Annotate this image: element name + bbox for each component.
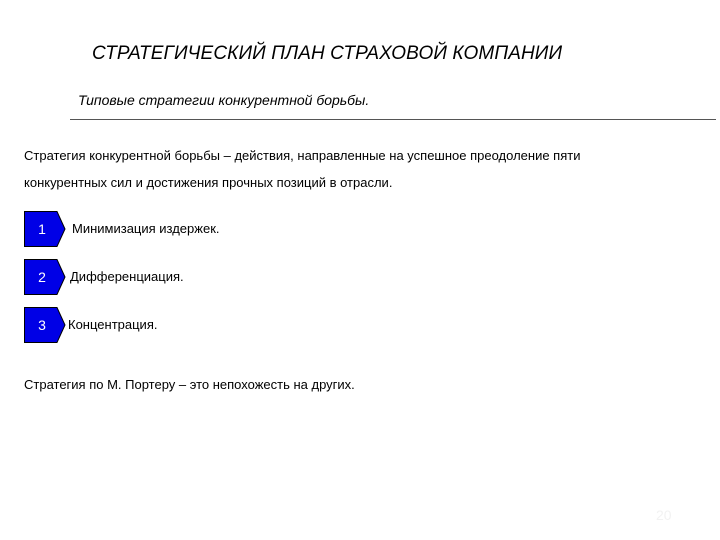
slide-subtitle: Типовые стратегии конкурентной борьбы.: [78, 92, 370, 108]
definition-line-1: Стратегия конкурентной борьбы – действия, направленные на успешное преодоление пяти: [24, 148, 581, 163]
badge-number-1: 1: [38, 221, 46, 237]
page-number: 20: [656, 507, 672, 523]
badge-number-3: 3: [38, 317, 46, 333]
definition-line-2: конкурентных сил и достижения прочных позиций в отрасли.: [24, 175, 393, 190]
definition-paragraph: [24, 142, 664, 196]
number-badge-3: [24, 307, 66, 343]
porter-conclusion: Стратегия по М. Портеру – это непохожесть на других.: [24, 377, 355, 392]
badge-number-2: 2: [38, 269, 46, 285]
slide-title: СТРАТЕГИЧЕСКИЙ ПЛАН СТРАХОВОЙ КОМПАНИИ: [92, 43, 563, 64]
number-badge-2: [24, 259, 66, 295]
strategy-label-2: Дифференциация.: [70, 269, 184, 284]
number-badge-1: [24, 211, 66, 247]
strategy-label-1: Минимизация издержек.: [72, 221, 220, 236]
strategy-label-3: Концентрация.: [68, 317, 158, 332]
subtitle-divider: [70, 119, 716, 120]
